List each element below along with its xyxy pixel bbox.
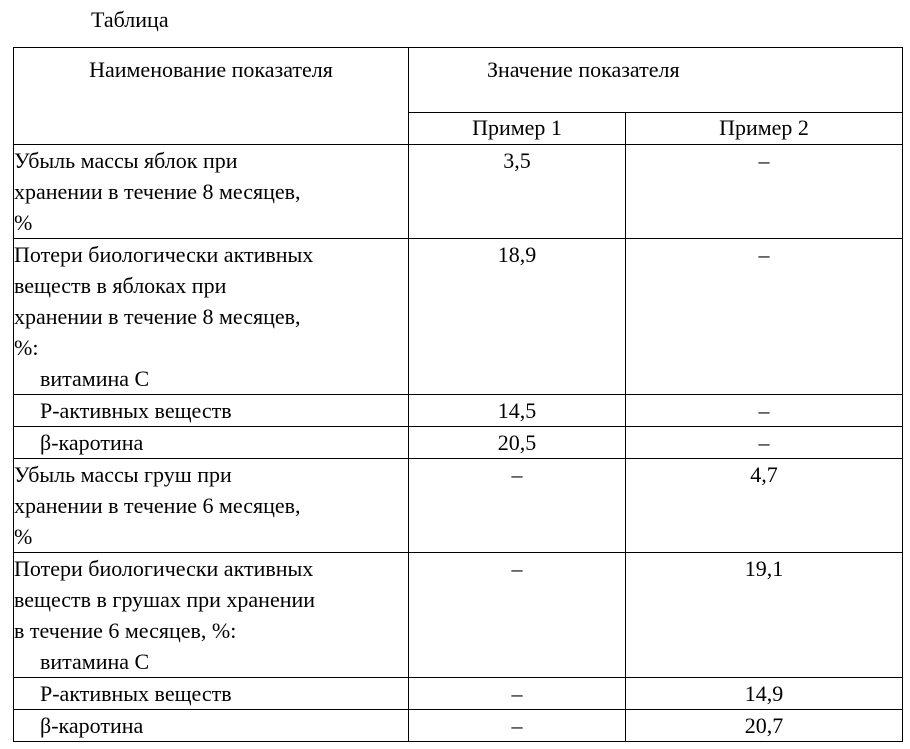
example2-value-cell bbox=[626, 553, 903, 678]
row-sublabel: β-каротина bbox=[40, 713, 144, 738]
row-label-line: % bbox=[14, 524, 33, 549]
example1-value-cell bbox=[409, 395, 626, 427]
row-label-cell bbox=[14, 553, 409, 678]
example1-value-cell bbox=[409, 145, 626, 239]
example2-value-cell bbox=[626, 459, 903, 553]
row-label-line: Убыль массы яблок при bbox=[14, 148, 238, 173]
header-row bbox=[14, 48, 903, 113]
example2-value-cell bbox=[626, 710, 903, 742]
row-label-line: Убыль массы груш при bbox=[14, 462, 232, 487]
example1-value: – bbox=[511, 681, 523, 706]
header-name-cell bbox=[14, 48, 409, 145]
example1-value: 3,5 bbox=[503, 148, 531, 173]
row-label-line: Потери биологически активных bbox=[14, 556, 314, 581]
table-row bbox=[14, 239, 903, 395]
example2-value: 20,7 bbox=[744, 713, 784, 738]
indicator-table bbox=[13, 47, 903, 742]
example2-value: – bbox=[758, 148, 770, 173]
example2-value: – bbox=[758, 398, 770, 423]
example2-value: 4,7 bbox=[750, 462, 778, 487]
table-row bbox=[14, 459, 903, 553]
table-row bbox=[14, 145, 903, 239]
example1-value-cell bbox=[409, 459, 626, 553]
row-label-cell bbox=[14, 239, 409, 395]
example1-value: – bbox=[511, 556, 523, 581]
row-label-line: % bbox=[14, 210, 33, 235]
subheader-example2-cell bbox=[626, 113, 903, 145]
table-row bbox=[14, 678, 903, 710]
table-row bbox=[14, 395, 903, 427]
table-row bbox=[14, 427, 903, 459]
example1-value-cell bbox=[409, 710, 626, 742]
row-label-line: хранении в течение 6 месяцев, bbox=[14, 493, 301, 518]
example1-value: 18,9 bbox=[497, 242, 537, 267]
example2-value-cell bbox=[626, 239, 903, 395]
example2-value: – bbox=[758, 430, 770, 455]
example2-value: – bbox=[758, 242, 770, 267]
row-label-line: веществ в грушах при хранении bbox=[14, 587, 316, 612]
subheader-example1-label: Пример 1 bbox=[472, 115, 562, 140]
row-sublabel: витамина С bbox=[40, 649, 150, 674]
row-label-cell bbox=[14, 427, 409, 459]
row-label-line: Потери биологически активных bbox=[14, 242, 314, 267]
row-label-line: хранении в течение 8 месяцев, bbox=[14, 179, 301, 204]
row-label-cell bbox=[14, 459, 409, 553]
row-label-line: хранении в течение 8 месяцев, bbox=[14, 304, 301, 329]
example2-value: 19,1 bbox=[744, 556, 784, 581]
header-value-label: Значение показателя bbox=[487, 57, 680, 82]
example1-value-cell bbox=[409, 678, 626, 710]
row-label-cell bbox=[14, 678, 409, 710]
example2-value-cell bbox=[626, 678, 903, 710]
example2-value: 14,9 bbox=[744, 681, 784, 706]
row-label-cell bbox=[14, 145, 409, 239]
row-label-line: веществ в яблоках при bbox=[14, 273, 227, 298]
example2-value-cell bbox=[626, 427, 903, 459]
row-label-cell bbox=[14, 395, 409, 427]
header-value-cell bbox=[409, 48, 903, 113]
row-sublabel: Р-активных веществ bbox=[40, 398, 232, 423]
example1-value-cell bbox=[409, 553, 626, 678]
example2-value-cell bbox=[626, 395, 903, 427]
example1-value-cell bbox=[409, 239, 626, 395]
row-label-cell bbox=[14, 710, 409, 742]
header-name-label: Наименование показателя bbox=[89, 57, 333, 82]
row-label-line: %: bbox=[14, 335, 39, 360]
example1-value-cell bbox=[409, 427, 626, 459]
table-row bbox=[14, 553, 903, 678]
table-caption: Таблица bbox=[91, 7, 169, 32]
subheader-example2-label: Пример 2 bbox=[719, 115, 809, 140]
example1-value: – bbox=[511, 713, 523, 738]
example1-value: – bbox=[511, 462, 523, 487]
row-sublabel: β-каротина bbox=[40, 430, 144, 455]
example2-value-cell bbox=[626, 145, 903, 239]
row-sublabel: Р-активных веществ bbox=[40, 681, 232, 706]
subheader-example1-cell bbox=[409, 113, 626, 145]
example1-value: 14,5 bbox=[497, 398, 537, 423]
row-label-line: в течение 6 месяцев, %: bbox=[14, 618, 237, 643]
example1-value: 20,5 bbox=[497, 430, 537, 455]
row-sublabel: витамина С bbox=[40, 366, 150, 391]
table-row bbox=[14, 710, 903, 742]
